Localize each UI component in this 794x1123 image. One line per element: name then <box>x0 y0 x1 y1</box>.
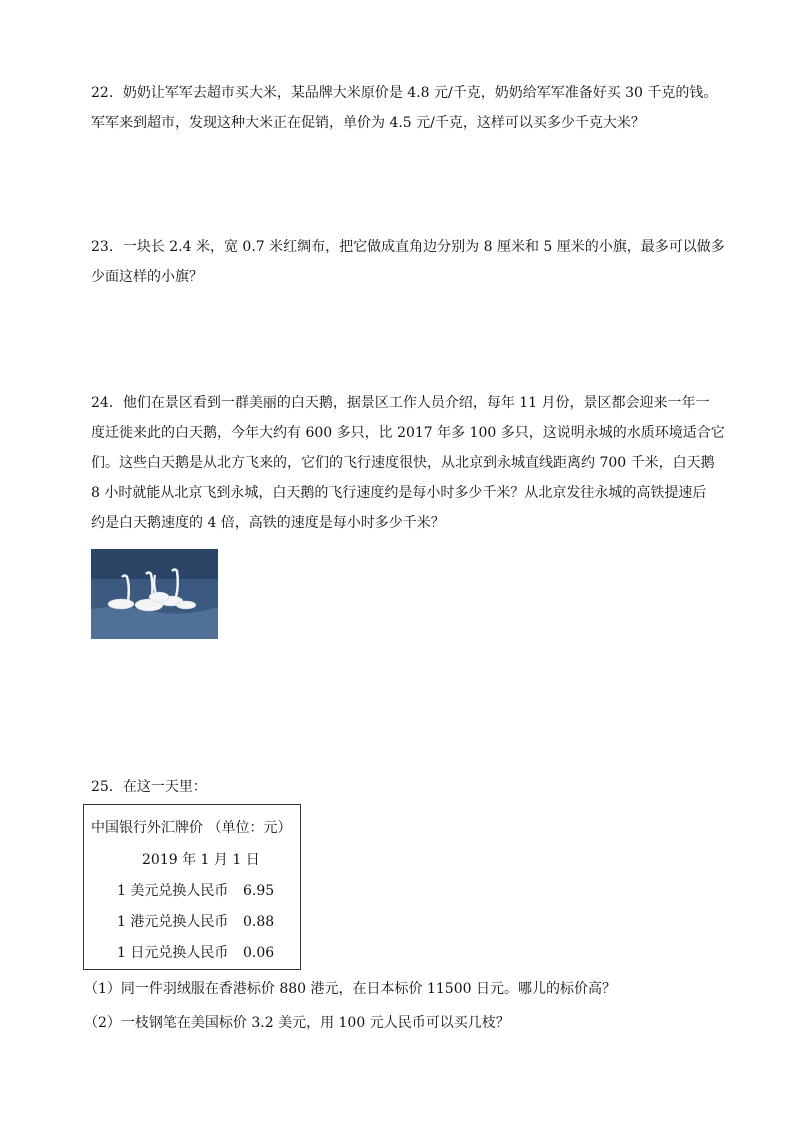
question-25-intro: 25．在这一天里： <box>91 779 207 795</box>
question-23-line-1: 23．一块长 2.4 米，宽 0.7 米红绸布，把它做成直角边分别为 8 厘米和 5 厘米的小旗，最多可以做多 <box>91 239 725 255</box>
exchange-rate-title: 中国银行外汇牌价 （单位：元） <box>91 820 292 836</box>
exchange-rate-date: 2019 年 1 月 1 日 <box>142 852 260 868</box>
question-23-line-2: 少面这样的小旗？ <box>91 269 203 285</box>
question-22 <box>91 78 718 138</box>
exchange-rate-row <box>117 942 274 962</box>
question-23 <box>91 232 725 292</box>
currency-label: 1 日元兑换人民币 <box>117 945 229 961</box>
question-24-line-1: 24．他们在景区看到一群美丽的白天鹅，据景区工作人员介绍，每年 11 月份，景区都会迎来一年一 <box>91 395 710 411</box>
question-24-line-2: 度迁徙来此的白天鹅，今年大约有 600 多只，比 2017 年多 100 多只，这说明永城的水质环境适合它 <box>91 425 725 441</box>
question-24-line-4: 8 小时就能从北京飞到永城，白天鹅的飞行速度约是每小时多少千米？从北京发往永城的高铁提速后 <box>91 485 707 501</box>
currency-label: 1 港元兑换人民币 <box>117 914 229 930</box>
question-25 <box>91 772 703 802</box>
rate-value: 0.88 <box>243 914 275 930</box>
question-24-line-5: 约是白天鹅速度的 4 倍，高铁的速度是每小时多少千米？ <box>91 515 445 531</box>
swans-illustration <box>91 549 218 639</box>
currency-label: 1 美元兑换人民币 <box>117 883 229 899</box>
exchange-rate-row <box>117 911 274 931</box>
question-24-line-3: 们。这些白天鹅是从北方飞来的，它们的飞行速度很快，从北京到永城直线距离约 700 千米，白天鹅 <box>91 455 715 471</box>
exchange-rate-table <box>83 804 301 970</box>
question-25-sub-1: （1）同一件羽绒服在香港标价 880 港元，在日本标价 11500 日元。哪儿的标价高？ <box>84 981 616 997</box>
rate-value: 0.06 <box>243 945 275 961</box>
swans-photo <box>91 549 218 639</box>
rate-value: 6.95 <box>243 883 275 899</box>
question-25-sub-2: （2）一枝钢笔在美国标价 3.2 美元，用 100 元人民币可以买几枝？ <box>84 1015 510 1031</box>
question-22-line-1: 22．奶奶让军军去超市买大米，某品牌大米原价是 4.8 元/千克，奶奶给军军准备好买 30 千克的钱。 <box>91 85 718 101</box>
question-24 <box>91 388 725 538</box>
question-22-line-2: 军军来到超市，发现这种大米正在促销，单价为 4.5 元/千克，这样可以买多少千克大米？ <box>91 115 645 131</box>
exchange-rate-row <box>117 880 274 900</box>
